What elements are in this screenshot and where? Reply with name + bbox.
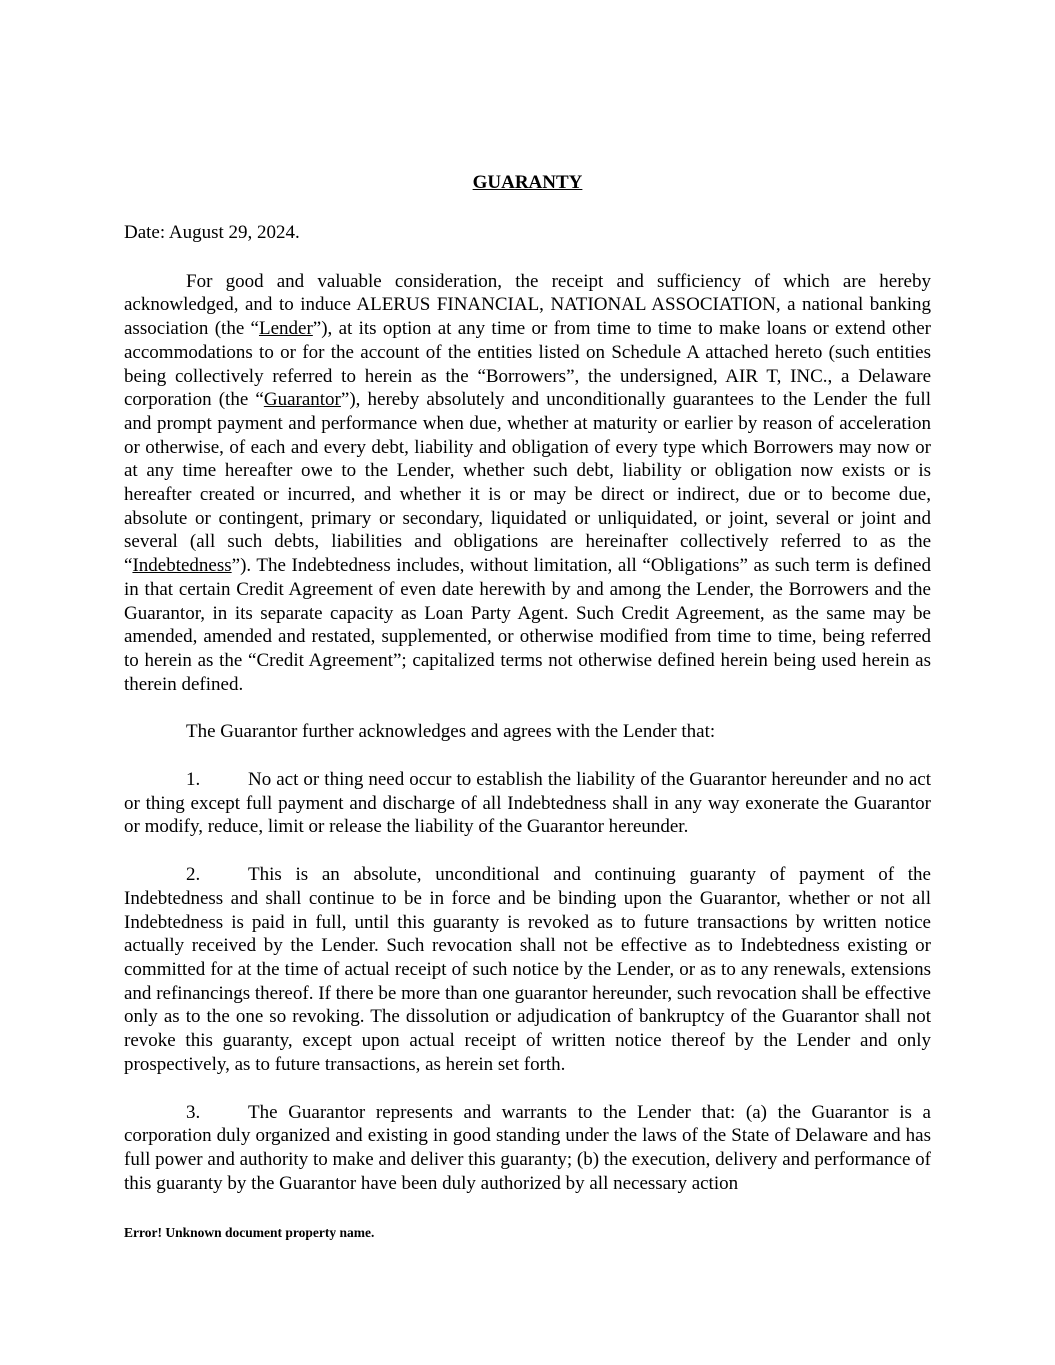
intro-text-3: ”), hereby absolutely and unconditionally guarantees to the Lender the full and prompt payment and performance when due, whether at maturity or earlier by reason of acceleration or otherwise, of each and every debt, liability and obligation of every type which Borrowers may now or at any time hereafter owe to the Lender, whether such debt, liability or obligation now exists or is hereafter created or incurred, and whether it is or may be direct or indirect, due or to become due, absolute or contingent, primary or secondary, liquidated or unliquidated, or joint, several or joint and several (all such debts, liabilities and obligations are hereinafter collectively referred to as the “ [124,389,931,577]
document-page [124,170,931,1219]
intro-paragraph [124,270,931,697]
page-footer: Error! Unknown document property name. [124,1225,375,1240]
intro-text-1: For good and valuable consideration, the receipt and sufficiency of which are hereby acknowledged, and to induce ALERUS FINANCIAL, NATIONAL ASSOCIATION, a national banking association (the “ [124,270,931,340]
section-text: No act or thing need occur to establish the liability of the Guarantor hereunder and no act or thing except full payment and discharge of all Indebtedness shall in any way exonerate the Guarantor or modify, reduce, limit or release the liability of the Guarantor hereunder. [124,769,931,838]
document-title: GUARANTY [472,172,583,193]
acknowledge-paragraph: The Guarantor further acknowledges and agrees with the Lender that: [186,721,716,743]
defined-term-lender: Lender [258,318,313,340]
intro-text-4: ”). The Indebtedness includes, without limitation, all “Obligations” as such term is defined in that certain Credit Agreement of even date herewith by and among the Lender, the Borrowers and the Guarantor, in its separate capacity as Loan Party Agent. Such Credit Agreement, as the same may be amended, amended and restated, supplemented, or otherwise modified from time to time, being referred to herein as the “Credit Agreement”; capitalized terms not otherwise defined herein being used herein as therein defined. [124,555,931,695]
section-text: The Guarantor represents and warrants to the Lender that: (a) the Guarantor is a corporation duly organized and existing in good standing under the laws of the State of Delaware and has full power and authority to make and deliver this guaranty; (b) the execution, delivery and performance of this guaranty by the Guarantor have been duly authorized by all necessary action [124,1101,931,1194]
section-1 [124,768,931,839]
section-3 [124,1101,931,1196]
defined-term-guarantor: Guarantor [263,389,341,411]
section-number: 2. [186,864,201,886]
section-text: This is an absolute, unconditional and continuing guaranty of payment of the Indebtedness and shall continue to be in force and be binding upon the Guarantor, whether or not all Indebtedness is paid in full, until this guaranty is revoked as to future transactions by written notice actually received by the Lender. Such revocation shall not be effective as to Indebtedness existing or committed for at the time of actual receipt of such notice by the Lender, or as to any renewals, extensions and refinancings thereof. If there be more than one guarantor hereunder, such revocation shall be effective only as to the one so revoking. The dissolution or adjudication of bankruptcy of the Guarantor shall not revoke this guaranty, except upon actual receipt of written notice thereof by the Lender and only prospectively, as to future transactions, as herein set forth. [124,864,931,1075]
section-2 [124,863,931,1076]
defined-term-indebtedness: Indebtedness [132,555,232,577]
section-number: 1. [186,769,201,791]
intro-text-2: ”), at its option at any time or from time to time to make loans or extend other accommodations to or for the account of the entities listed on Schedule A attached hereto (such entities being collectively referred to herein as the “Borrowers”, the undersigned, AIR T, INC., a Delaware corporation (the “ [124,318,931,411]
date-line: Date: August 29, 2024. [124,222,300,243]
section-number: 3. [186,1101,201,1123]
